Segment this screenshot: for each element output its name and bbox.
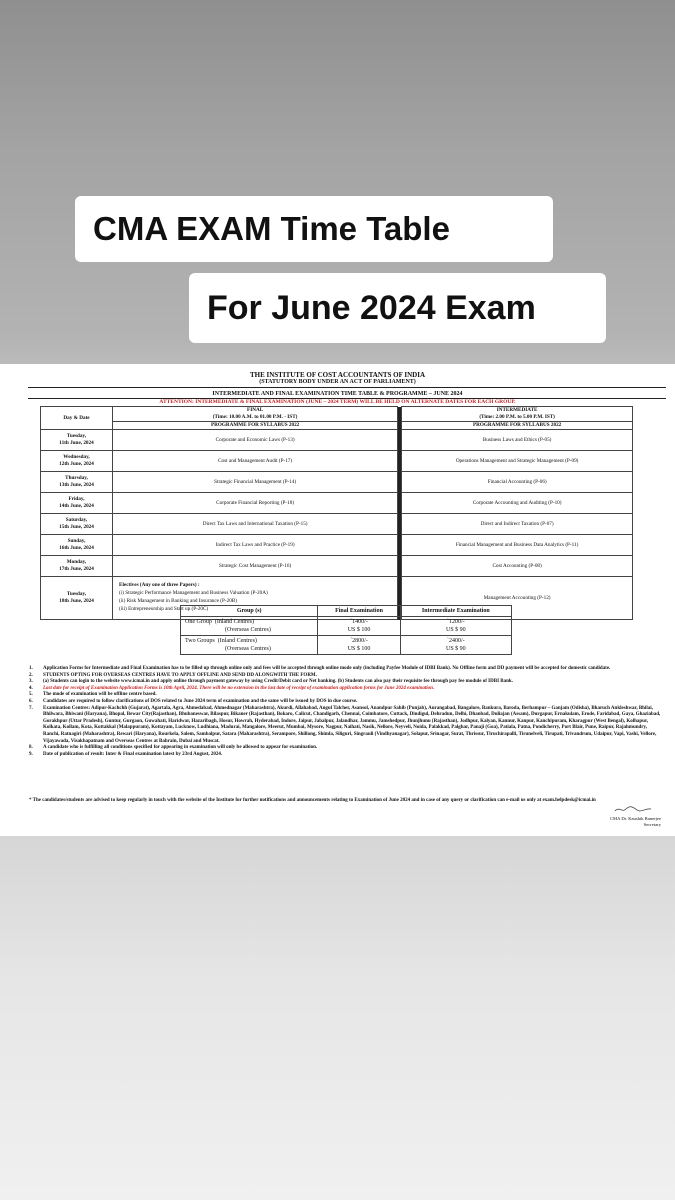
page-bottom-background [0, 836, 675, 1200]
schedule-day: Sunday, 16th June, 2024 [41, 535, 113, 556]
fee-header-final: Final Examination [318, 606, 400, 617]
intermediate-paper: Cost Accounting (P-08) [402, 556, 633, 577]
final-paper: Strategic Cost Management (P-16) [113, 556, 398, 577]
schedule-day: Saturday, 15th June, 2024 [41, 514, 113, 535]
note-item: 6. Candidates are required to follow clarifications of DOS related to June 2024 term of examination and the same will be issued by DOS in due course. [29, 698, 358, 704]
elective-item: (ii) Risk Management in Banking and Insurance (P-20B) [119, 598, 237, 605]
timetable-document [0, 364, 675, 836]
final-label: FINAL [247, 407, 264, 413]
institute-name: THE INSTITUTE OF COST ACCOUNTANTS OF INDIA [249, 371, 426, 379]
note-item: 4. Last date for receipt of Examination Application Forms is 10th April, 2024. There will be no extension in the last date of receipt of examination application forms for June 2024 examination. [29, 685, 435, 691]
schedule-row [41, 556, 633, 577]
schedule-row [41, 493, 633, 514]
fee-row [181, 617, 512, 636]
exam-schedule-table [40, 406, 633, 620]
schedule-day: Thursday, 13th June, 2024 [41, 472, 113, 493]
fee-header-group: Group (s) [181, 606, 318, 617]
fee-final: `1400/- US $ 100 [318, 617, 400, 636]
note-item: 1. Application Forms for Intermediate and Final Examination has to be filled up through online only and fees will be accepted through online mode only (including Payfee Module of IDBI Bank). No Offline form and DD payment will be accepted for domestic candidate. [29, 666, 611, 671]
fee-intermediate: `2400/- US $ 90 [400, 636, 511, 655]
schedule-day: Wednesday, 12th June, 2024 [41, 451, 113, 472]
schedule-row [41, 514, 633, 535]
schedule-day: Monday, 17th June, 2024 [41, 556, 113, 577]
elective-item: (iii) Entrepreneurship and Start up (P-20C) [119, 605, 209, 612]
note-item: 2. STUDENTS OPTING FOR OVERSEAS CENTRES HAVE TO APPLY OFFLINE AND SEND DD ALONGWITH THE FORM. [29, 672, 317, 678]
fee-final: `2800/- US $ 100 [318, 636, 400, 655]
note-item: 8. A candidate who is fulfilling all conditions specified for appearing in examination will only be allowed to appear for examination. [29, 745, 318, 751]
schedule-day: Friday, 14th June, 2024 [41, 493, 113, 514]
final-paper: Direct Tax Laws and International Taxation (P-15) [113, 514, 398, 535]
intermediate-time: (Time: 2.00 P.M. to 5.00 P.M. IST) [479, 414, 555, 421]
final-programme: PROGRAMME FOR SYLLABUS 2022 [113, 422, 398, 430]
elective-item: (i) Strategic Performance Management and Business Valuation (P-20A) [119, 590, 268, 597]
footer-note: * The candidates/students are advised to keep regularly in touch with the website of the Institute for further notifications and announcements relating to Examination of June 2024 and in case of any query or clarification can e-mail us only at exam.helpdesk@icmai.in [29, 798, 596, 803]
statutory-line: (STATUTORY BODY UNDER AN ACT OF PARLIAMENT) [259, 379, 416, 385]
note-item: 7. Examination Centres: Adipur-Kachchh (Gujarat), Agartala, Agra, Ahmedabad, Ahmednagar (Maharashtra), Akurdi, Allahabad, Angul Talcher, Asansol, Anandpur Sahib (Punjab), Aurangabad, Bangalore, Bankura, Baroda, Berhampur – Ganjam (Odisha), Bharuch Ankleshwar, Bhilai, Bhilwara, Bhiwani (Haryana), Bhopal, Bewar City(Rajasthan), Bhubaneswar, Bilaspur, Bikaner (Rajasthan), Bokaro, Calicut, Chandigarh, Chennai, Coimbatore, Cuttack, Dindigul, Dehradun, Delhi, Dhanbad, Duliajan (Assam), Durgapur, Ernakulam, Erode, Faridabad, Gaya, Ghaziabad, Gorakhpur (Uttar Pradesh), Guntur, Gurgaon, Guwahati, Haridwar, Hazaribagh, Hosur, Howrah, Hyderabad, Indore, Jaipur, Jabalpur, Jalandhar, Jammu, Jamshedpur, Jhunjhunu (Rajasthan), Jodhpur, Kalyan, Kannur, Kanpur, Kanchipuram, Kharagpur (West Bengal), Kolhapur, Kolkata, Kollam, Kota, Kottakkal (Malappuram), Kottayam, Lucknow, Ludhiana, Madurai, Mangalore, Meerut, Mumbai, Mysore, Nagpur, Naihati, Nasik, Nellore, Neyveli, Noida, Palakkad, Palghar, Panaji (Goa), Patiala, Patna, Pondicherry, Port Blair, Pune, Raipur, Rajahmundry, Ranchi, Ratnagiri (Maharashtra), Rewari (Haryana), Rourkela, Salem, Sambalpur, Satara (Maharashtra), Serampore, Shillong, Shimla, Siliguri, Singrauli (Vindhyanagar), Solapur, Srinagar, Surat, Thrissur, Tiruchirapalli, Tirunelveli, Tirupati, Trivandrum, Udaipur, Vapi, Vashi, Vellore, Vijayawada, Visakhapatnam and Overseas Centres at Bahrain, Dubai and Muscat. [29, 705, 661, 744]
intermediate-programme: PROGRAMME FOR SYLLABUS 2022 [402, 422, 633, 430]
final-time: (Time: 10.00 A.M. to 01.00 P.M. - IST) [212, 414, 298, 421]
final-header [113, 407, 398, 422]
intermediate-label: INTERMEDIATE [496, 407, 538, 413]
final-paper: Strategic Financial Management (P-14) [113, 472, 398, 493]
intermediate-paper: Financial Management and Business Data Analytics (P-11) [402, 535, 633, 556]
intermediate-paper: Financial Accounting (P-06) [402, 472, 633, 493]
fee-group: Two Groups (Inland Centres) (Overseas Centres) [181, 636, 318, 655]
fee-row [181, 636, 512, 655]
intermediate-paper: Management Accounting (P-12) [402, 577, 633, 620]
fee-header-intermediate: Intermediate Examination [400, 606, 511, 617]
note-item: 9. Date of publication of result: Inter & Final examination latest by 23rd August, 2024. [29, 751, 223, 757]
headline-cma-exam-time-table: CMA EXAM Time Table [75, 196, 553, 262]
document-title: INTERMEDIATE AND FINAL EXAMINATION TIME TABLE & PROGRAMME – JUNE 2024 [212, 391, 463, 397]
final-paper: Corporate Financial Reporting (P-18) [113, 493, 398, 514]
signatory-title: Secretary [643, 822, 661, 828]
intermediate-paper: Direct and Indirect Taxation (P-07) [402, 514, 633, 535]
schedule-row [41, 430, 633, 451]
final-paper: Corporate and Economic Laws (P-13) [113, 430, 398, 451]
headline-june-2024-exam: For June 2024 Exam [189, 273, 606, 343]
final-paper: Cost and Management Audit (P-17) [113, 451, 398, 472]
fee-table [180, 605, 512, 655]
signatory-block [610, 816, 661, 828]
schedule-row [41, 472, 633, 493]
fee-intermediate: `1200/- US $ 90 [400, 617, 511, 636]
attention-notice: ATTENTION: INTERMEDIATE & FINAL EXAMINATION (JUNE – 2024 TERM) WILL BE HELD ON ALTERNATE DATES FOR EACH GROUP. [159, 399, 516, 405]
notes-list [29, 666, 661, 758]
schedule-day: Tuesday, 18th June, 2024 [41, 577, 113, 620]
intermediate-paper: Operations Management and Strategic Management (P-09) [402, 451, 633, 472]
divider [28, 387, 666, 388]
intermediate-paper: Business Laws and Ethics (P-05) [402, 430, 633, 451]
note-item: 3. (a) Students can login to the website www.icmai.in and apply online through payment gateway by using Credit/Debit card or Net banking. (b) Students can also pay their requisite fee through pay fee module of IDBI Bank. [29, 679, 513, 685]
final-paper: Indirect Tax Laws and Practice (P-19) [113, 535, 398, 556]
signature-mark [613, 804, 653, 814]
day-date-header: Day & Date [41, 407, 113, 430]
electives-heading: Electives (Any one of three Papers) : [119, 582, 200, 589]
note-item: 5. The mode of examination will be offline centre based. [29, 692, 157, 698]
intermediate-header [402, 407, 633, 422]
intermediate-paper: Corporate Accounting and Auditing (P-10) [402, 493, 633, 514]
fee-group: One Group (Inland Centres) (Overseas Centres) [181, 617, 318, 636]
schedule-day: Tuesday, 11th June, 2024 [41, 430, 113, 451]
schedule-row [41, 535, 633, 556]
signatory-name: CMA Dr. Kaushik Banerjee [609, 816, 661, 821]
schedule-row [41, 451, 633, 472]
